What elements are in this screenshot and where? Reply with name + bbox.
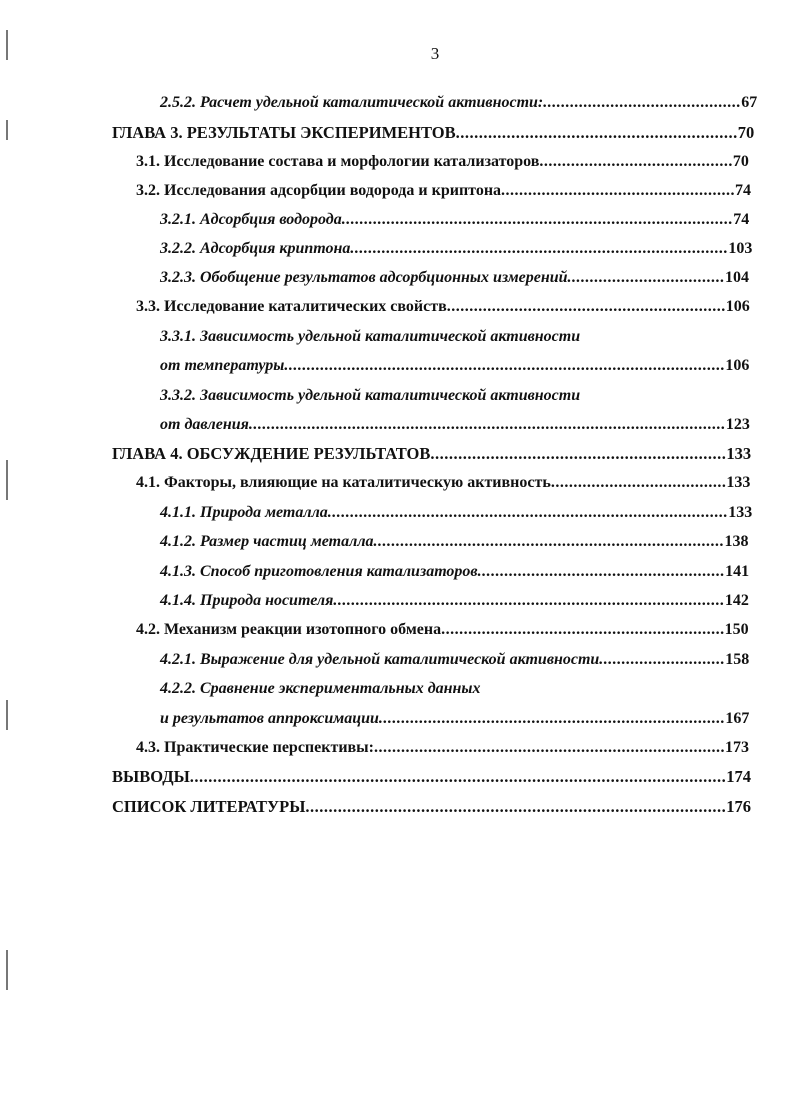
toc-entry-title: 3.2.2. Адсорбция криптона [160, 240, 351, 257]
toc-leader-dots: ........................................................................................... [305, 797, 727, 816]
toc-entry-title: 3.3. Исследование каталитических свойств [136, 298, 447, 315]
toc-entry-title: и результатов аппроксимации [160, 710, 379, 727]
toc-entry-title: 3.3.2. Зависимость удельной каталитической активности [160, 387, 581, 404]
toc-page-number: 174 [726, 767, 752, 786]
toc-page-number: 141 [725, 563, 750, 580]
toc-page-number: 106 [725, 298, 750, 315]
toc-entry-e323 [160, 267, 749, 289]
toc-entry-e321 [160, 209, 749, 231]
toc-leader-dots: .............................................................................. [373, 533, 725, 550]
scan-artifact [6, 120, 8, 140]
toc-leader-dots: ............................................ [543, 94, 742, 111]
toc-entry-e422a [160, 678, 481, 700]
toc-entry-e41 [136, 472, 750, 494]
toc-leader-dots: ........................................... [539, 153, 733, 170]
toc-leader-dots: ................................... [567, 269, 726, 286]
toc-entry-lit [112, 796, 751, 818]
scan-artifact [6, 460, 8, 500]
toc-entry-e322 [160, 238, 752, 260]
toc-leader-dots: .................................................................................................. [284, 357, 726, 374]
toc-page-number: 70 [737, 123, 755, 142]
toc-entry-title: 4.2.1. Выражение для удельной каталитической активности [160, 651, 600, 668]
toc-entry-title: СПИСОК ЛИТЕРАТУРЫ [112, 797, 306, 816]
toc-leader-dots: .............................................................................. [374, 739, 725, 756]
toc-entry-title: 3.2. Исследования адсорбции водорода и криптона [136, 182, 502, 199]
toc-page-number: 106 [725, 357, 750, 374]
toc-entry-e252 [160, 92, 757, 114]
toc-page-number: 104 [725, 269, 750, 286]
toc-page-number: 176 [726, 797, 752, 816]
toc-entry-e33 [136, 296, 750, 318]
toc-page-number: 150 [724, 621, 749, 638]
toc-entry-title: 4.2. Механизм реакции изотопного обмена [136, 621, 442, 638]
toc-entry-title: 3.1. Исследование состава и морфологии катализаторов [136, 153, 540, 170]
toc-entry-title: 3.2.1. Адсорбция водорода [160, 211, 342, 228]
toc-leader-dots: .............................................................. [446, 298, 726, 315]
toc-entry-title: ГЛАВА 3. РЕЗУЛЬТАТЫ ЭКСПЕРИМЕНТОВ [112, 123, 456, 142]
toc-entry-e412 [160, 531, 749, 553]
toc-page-number: 142 [724, 592, 749, 609]
toc-leader-dots: ............................................................... [441, 621, 725, 638]
page-number: 3 [430, 44, 440, 63]
toc-page-number: 133 [726, 474, 751, 491]
toc-entry-title: 4.2.2. Сравнение экспериментальных данных [160, 680, 481, 697]
toc-leader-dots: ............................................................. [455, 123, 738, 142]
toc-entry-title: 4.1.4. Природа носителя [160, 592, 334, 609]
toc-entry-ch4 [112, 443, 751, 465]
toc-page-number: 138 [724, 533, 749, 550]
toc-entry-title: 3.3.1. Зависимость удельной каталитической активности [160, 328, 581, 345]
toc-entry-e413 [160, 561, 749, 583]
scan-artifact [6, 30, 8, 60]
toc-leader-dots: .................................................................................................................... [189, 767, 727, 786]
toc-entry-e422b [160, 708, 749, 730]
scan-artifact [6, 700, 8, 730]
toc-leader-dots: ................................................................ [430, 444, 727, 463]
toc-page-number: 173 [725, 739, 749, 756]
toc-leader-dots: ....................................................... [477, 563, 726, 580]
toc-leader-dots: ......................................................................................... [327, 504, 729, 521]
toc-leader-dots: ............................ [599, 651, 726, 668]
toc-entry-ch3 [112, 122, 754, 144]
toc-leader-dots: ....................................................................................... [341, 211, 734, 228]
toc-leader-dots: .......................................................................................................... [248, 416, 726, 433]
toc-entry-title: ГЛАВА 4. ОБСУЖДЕНИЕ РЕЗУЛЬТАТОВ [112, 444, 431, 463]
toc-page-number: 123 [725, 416, 750, 433]
toc-entry-e31 [136, 151, 749, 173]
scan-artifact [6, 950, 8, 990]
toc-page-number: 133 [726, 444, 752, 463]
toc-entry-title: 4.1.3. Способ приготовления катализаторов [160, 563, 478, 580]
toc-entry-e411 [160, 502, 752, 524]
toc-page-number: 74 [733, 211, 750, 228]
toc-page-number: 103 [728, 240, 753, 257]
toc-entry-title: 3.2.3. Обобщение результатов адсорбционных измерений [160, 269, 568, 286]
toc-page-number: 70 [732, 153, 749, 170]
toc-entry-e421 [160, 649, 749, 671]
toc-entry-title: от давления [160, 416, 249, 433]
toc-entry-e32 [136, 180, 751, 202]
toc-page-number: 167 [725, 710, 750, 727]
toc-leader-dots: .................................................... [501, 182, 736, 199]
toc-leader-dots: ....................................................................................... [333, 592, 725, 609]
toc-entry-title: от температуры [160, 357, 285, 374]
toc-entry-title: 2.5.2. Расчет удельной каталитической активности: [160, 94, 544, 111]
toc-leader-dots: ............................................................................. [378, 710, 726, 727]
toc-entry-e414 [160, 590, 749, 612]
toc-entry-vyv [112, 766, 751, 788]
toc-entry-e332b [160, 414, 750, 436]
toc-entry-e331a [160, 326, 580, 348]
toc-entry-title: 4.1. Факторы, влияющие на каталитическую активность [136, 474, 551, 491]
toc-entry-title: 4.3. Практические перспективы: [136, 739, 374, 756]
toc-page-number: 67 [741, 94, 758, 111]
toc-page-number: 133 [728, 504, 753, 521]
toc-entry-title: ВЫВОДЫ [112, 767, 190, 786]
toc-entry-title: 4.1.2. Размер частиц металла [160, 533, 374, 550]
toc-leader-dots: ....................................... [550, 474, 727, 491]
toc-entry-title: 4.1.1. Природа металла [160, 504, 328, 521]
toc-entry-e332a [160, 385, 580, 407]
toc-page-number: 74 [735, 182, 752, 199]
toc-page-number: 158 [725, 651, 750, 668]
toc-leader-dots: .................................................................................... [350, 240, 729, 257]
toc-entry-e331b [160, 355, 749, 377]
toc-entry-e43 [136, 737, 749, 759]
toc-entry-e42 [136, 619, 749, 641]
